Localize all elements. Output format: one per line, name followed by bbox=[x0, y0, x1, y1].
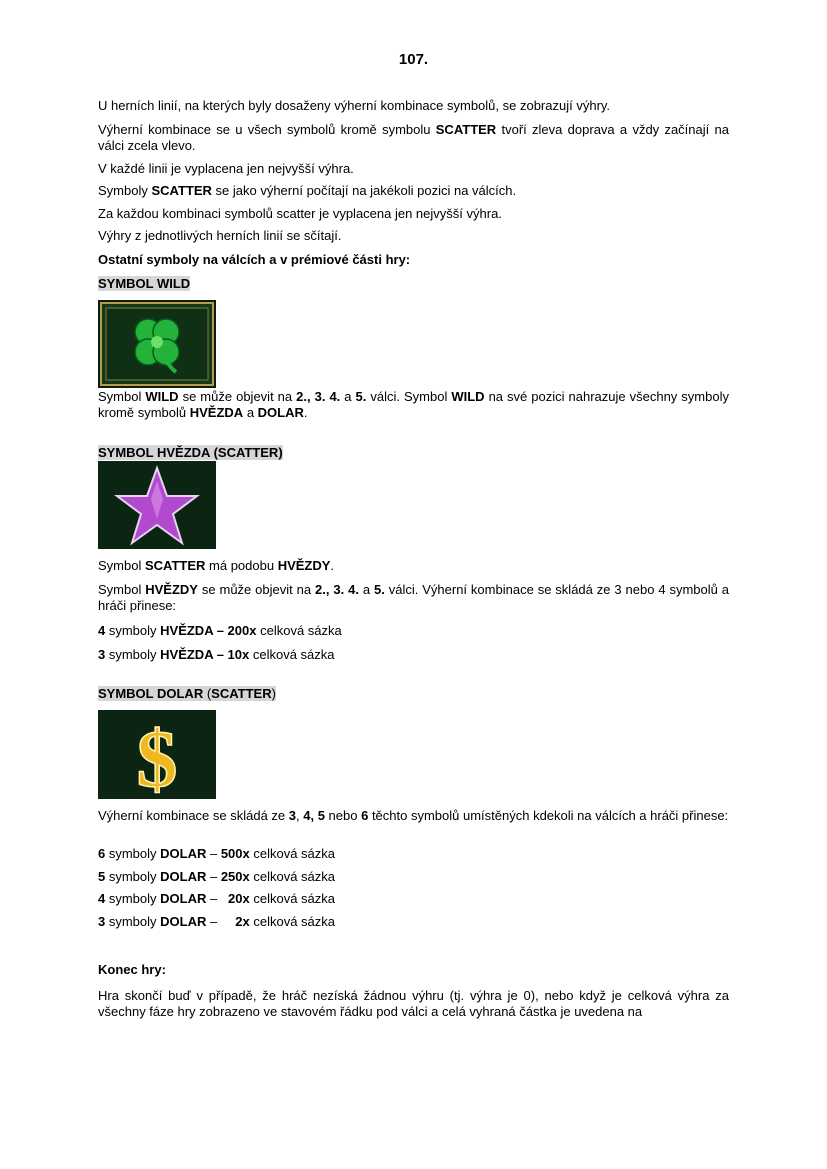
text: celková sázka bbox=[249, 846, 336, 861]
paragraph bbox=[98, 582, 729, 614]
text: symboly bbox=[105, 647, 161, 662]
bold-text: SCATTER bbox=[151, 183, 212, 198]
text: symboly bbox=[105, 846, 161, 861]
bold-text: HVĚZDA – 200x bbox=[160, 623, 257, 638]
bold-text: SCATTER bbox=[435, 122, 497, 137]
bold-text: 3 bbox=[288, 808, 297, 823]
text: má podobu bbox=[205, 558, 278, 573]
text: Výherní kombinace se skládá ze bbox=[98, 808, 289, 823]
wild-heading bbox=[98, 276, 729, 292]
text: Symbol bbox=[98, 558, 145, 573]
payout-line bbox=[98, 914, 729, 930]
text: se může objevit na bbox=[178, 389, 297, 404]
text: . bbox=[303, 405, 308, 420]
payout-line bbox=[98, 647, 729, 663]
dollar-icon bbox=[98, 710, 216, 799]
payout-line bbox=[98, 869, 729, 885]
bold-text: DOLAR bbox=[257, 405, 304, 420]
dollar-heading bbox=[98, 686, 729, 702]
text: – bbox=[206, 914, 236, 929]
paragraph bbox=[98, 161, 729, 177]
paragraph bbox=[98, 98, 729, 114]
paragraph bbox=[98, 389, 729, 421]
bold-text: 6 bbox=[361, 808, 369, 823]
text: , bbox=[296, 808, 304, 823]
text: – bbox=[206, 869, 221, 884]
paragraph bbox=[98, 206, 729, 222]
bold-text: 6 bbox=[98, 846, 106, 861]
bold-text: 4, 5 bbox=[303, 808, 325, 823]
text: celková sázka bbox=[249, 869, 336, 884]
text: celková sázka bbox=[249, 914, 335, 929]
text: Symboly bbox=[98, 183, 152, 198]
text: – bbox=[206, 891, 229, 906]
payout-line bbox=[98, 623, 729, 639]
heading-text: SYMBOL DOLAR bbox=[98, 686, 204, 701]
clover-icon bbox=[98, 300, 216, 388]
text: symboly bbox=[105, 623, 161, 638]
heading-text: SYMBOL WILD bbox=[98, 276, 191, 291]
text: celková sázka bbox=[249, 891, 336, 906]
text: se jako výherní počítají na jakékoli pozici na válcích. bbox=[211, 183, 517, 198]
bold-text: 4 bbox=[98, 891, 106, 906]
text: – bbox=[206, 846, 221, 861]
end-heading: Konec hry: bbox=[98, 962, 166, 977]
text: a bbox=[340, 389, 356, 404]
text: Symbol bbox=[98, 389, 146, 404]
text: těchto symbolů umístěných kdekoli na válcích a hráči přinese: bbox=[368, 808, 729, 823]
bold-text: 3 bbox=[98, 647, 106, 662]
text: celková sázka bbox=[249, 647, 335, 662]
paragraph bbox=[98, 228, 729, 244]
text: válci. Výherní kombinace se skládá ze 3 nebo 4 symbolů a hráči přinese: bbox=[98, 582, 729, 613]
bold-text: SCATTER bbox=[144, 558, 206, 573]
paragraph bbox=[98, 122, 729, 154]
text: Výherní kombinace se u všech symbolů kromě symbolu bbox=[98, 122, 436, 137]
text: symboly bbox=[105, 869, 161, 884]
star-heading bbox=[98, 445, 729, 461]
heading-text: SYMBOL HVĚZDA (SCATTER) bbox=[98, 445, 283, 460]
bold-text: WILD bbox=[145, 389, 179, 404]
text: tvoří zleva doprava a vždy začínají na válci zcela vlevo. bbox=[98, 122, 729, 153]
page-number: 107. bbox=[398, 51, 429, 68]
text: na své pozici nahrazuje všechny symboly kromě symbolů bbox=[98, 389, 729, 420]
paragraph: Hra skončí buď v případě, že hráč nezíská žádnou výhru (tj. výhra je 0), nebo když je celková výhra za všechny fáze hry zobrazeno ve stavovém řádku pod válci a celá vyhraná částka je uvedena na bbox=[98, 988, 729, 1019]
text: ) bbox=[271, 686, 276, 701]
bold-text: 5. bbox=[355, 389, 367, 404]
text: celková sázka bbox=[256, 623, 342, 638]
text: Výhry z jednotlivých herních linií se sčítají. bbox=[98, 228, 342, 243]
text: a bbox=[358, 582, 374, 597]
text: . bbox=[330, 558, 335, 573]
text: symboly bbox=[105, 891, 161, 906]
bold-text: 5. bbox=[373, 582, 385, 597]
text: se může objevit na bbox=[197, 582, 316, 597]
bold-text: 250x bbox=[220, 869, 250, 884]
bold-text: HVĚZDA bbox=[189, 405, 244, 420]
bold-text: 500x bbox=[220, 846, 250, 861]
bold-text: HVĚZDA – 10x bbox=[160, 647, 250, 662]
heading-text: SCATTER bbox=[211, 686, 272, 701]
bold-text: 2., 3. 4. bbox=[315, 582, 359, 597]
section-heading: Ostatní symboly na válcích a v prémiové části hry: bbox=[98, 252, 411, 267]
svg-text:$: $ bbox=[136, 713, 178, 799]
text: ( bbox=[203, 686, 212, 701]
bold-text: HVĚZDY bbox=[277, 558, 331, 573]
text: Za každou kombinaci symbolů scatter je vyplacena jen nejvyšší výhra. bbox=[98, 206, 502, 221]
text: nebo bbox=[324, 808, 362, 823]
text: U herních linií, na kterých byly dosaženy výherní kombinace symbolů, se zobrazují výhry. bbox=[98, 98, 611, 113]
text: symboly bbox=[105, 914, 161, 929]
bold-text: DOLAR bbox=[160, 869, 207, 884]
text: válci. Symbol bbox=[366, 389, 452, 404]
bold-text: WILD bbox=[451, 389, 485, 404]
paragraph bbox=[98, 183, 729, 199]
bold-text: 5 bbox=[98, 869, 106, 884]
bold-text: 2., 3. 4. bbox=[296, 389, 341, 404]
star-icon bbox=[98, 461, 216, 549]
payout-line bbox=[98, 846, 729, 862]
text: Symbol bbox=[98, 582, 146, 597]
bold-text: 4 bbox=[98, 623, 106, 638]
text: V každé linii je vyplacena jen nejvyšší výhra. bbox=[98, 161, 354, 176]
bold-text: HVĚZDY bbox=[145, 582, 198, 597]
bold-text: DOLAR bbox=[160, 914, 207, 929]
bold-text: 20x bbox=[228, 891, 250, 906]
bold-text: 2x bbox=[235, 914, 250, 929]
bold-text: DOLAR bbox=[160, 891, 207, 906]
payout-line bbox=[98, 891, 729, 907]
text: a bbox=[243, 405, 258, 420]
bold-text: 3 bbox=[98, 914, 106, 929]
bold-text: DOLAR bbox=[160, 846, 207, 861]
paragraph bbox=[98, 558, 729, 574]
paragraph bbox=[98, 808, 729, 824]
